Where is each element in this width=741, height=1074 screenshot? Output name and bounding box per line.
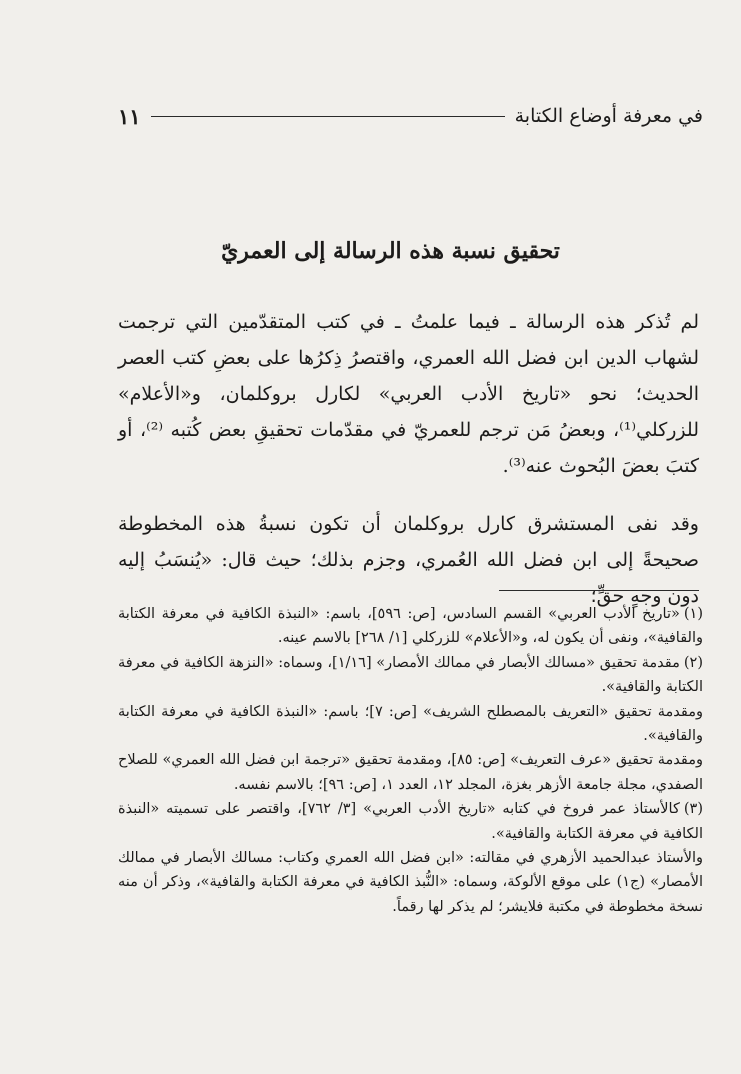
footnote-text: ومقدمة تحقيق «التعريف بالمصطلح الشريف» [ص: ٧]؛ باسم: «النبذة الكافية في معرفة الكتابة والقافية». xyxy=(118,703,703,745)
page-header xyxy=(118,96,703,136)
body-text xyxy=(118,304,699,614)
footnote-continuation xyxy=(118,748,703,797)
footnote-rule xyxy=(499,590,699,591)
body-paragraph: وقد نفى المستشرق كارل بروكلمان أن تكون نسبةُ هذه المخطوطة صحيحةً إلى ابن فضل الله العُمري، وجزم بذلك؛ حيث قال: «يُنسَبُ إليه دون وجهٍ حقٍّ؛ xyxy=(118,513,699,607)
footnote-text: ومقدمة تحقيق «عرف التعريف» [ص: ٨٥]، ومقدمة تحقيق «ترجمة ابن فضل الله العمري» للصلاح الصفدي، مجلة جامعة الأزهر بغزة، المجلد ١٢، العدد ١، [ص: ٩٦]؛ بالاسم نفسه. xyxy=(118,752,703,793)
header-rule xyxy=(151,116,505,117)
footnote xyxy=(118,651,703,700)
footnote-number: (١) xyxy=(683,606,703,622)
body-paragraph: لم تُذكر هذه الرسالة ـ فيما علمتُ ـ في كتب المتقدّمين التي ترجمت لشهاب الدين ابن فضل الله العمري، واقتصرُ ذِكرُها على بعضِ كتب العصر الحديث؛ نحو «تاريخ الأدب العربي» لكارل بروكلمان، و«الأعلام» للزركلي⁽¹⁾، وبعضُ مَن ترجم للعمريّ في مقدّمات تحقيقِ بعض كُتبه ⁽²⁾، أو كتبَ بعضَ البُحوث عنه⁽³⁾. xyxy=(118,311,699,477)
footnote-number: (٣) xyxy=(683,801,703,818)
footnote-number: (٢) xyxy=(683,654,703,671)
footnote-continuation xyxy=(118,700,703,749)
footnotes xyxy=(118,602,703,919)
running-title: في معرفة أوضاع الكتابة xyxy=(514,105,703,127)
footnote-text: مقدمة تحقيق «مسالك الأبصار في ممالك الأمصار» [١/١٦]، وسماه: «النزهة الكافية في معرفة الكتابة والقافية». xyxy=(118,654,703,696)
footnote-text: والأستاذ عبدالحميد الأزهري في مقالته: «ابن فضل الله العمري وكتاب: مسالك الأبصار في ممالك الأمصار» (ج١) على موقع الألوكة، وسماه: «النُّبذ الكافية في معرفة الكتابة والقافية»، وذكر أن منه نسخة مخطوطة في مكتبة فلايشر؛ لم يذكر لها رقماً. xyxy=(118,850,704,915)
footnote-text: «تاريخ الأدب العربي» القسم السادس، [ص: ٥٩٦]، باسم: «النبذة الكافية في معرفة الكتابة والقافية»، ونفى أن يكون له، و«الأعلام» للزركلي [١/ ٢٦٨] بالاسم عينه. xyxy=(118,606,703,647)
footnote xyxy=(118,797,703,846)
footnote-text: كالأستاذ عمر فروخ في كتابه «تاريخ الأدب العربي» [٣/ ٧٦٢]، واقتصر على تسميته «النبذة الكافية في معرفة الكتابة والقافية». xyxy=(118,801,703,842)
section-title: تحقيق نسبة هذه الرسالة إلى العمريّ xyxy=(221,238,560,264)
footnote xyxy=(118,602,703,651)
page-number: ١١ xyxy=(118,103,141,129)
footnote-continuation xyxy=(118,846,703,919)
